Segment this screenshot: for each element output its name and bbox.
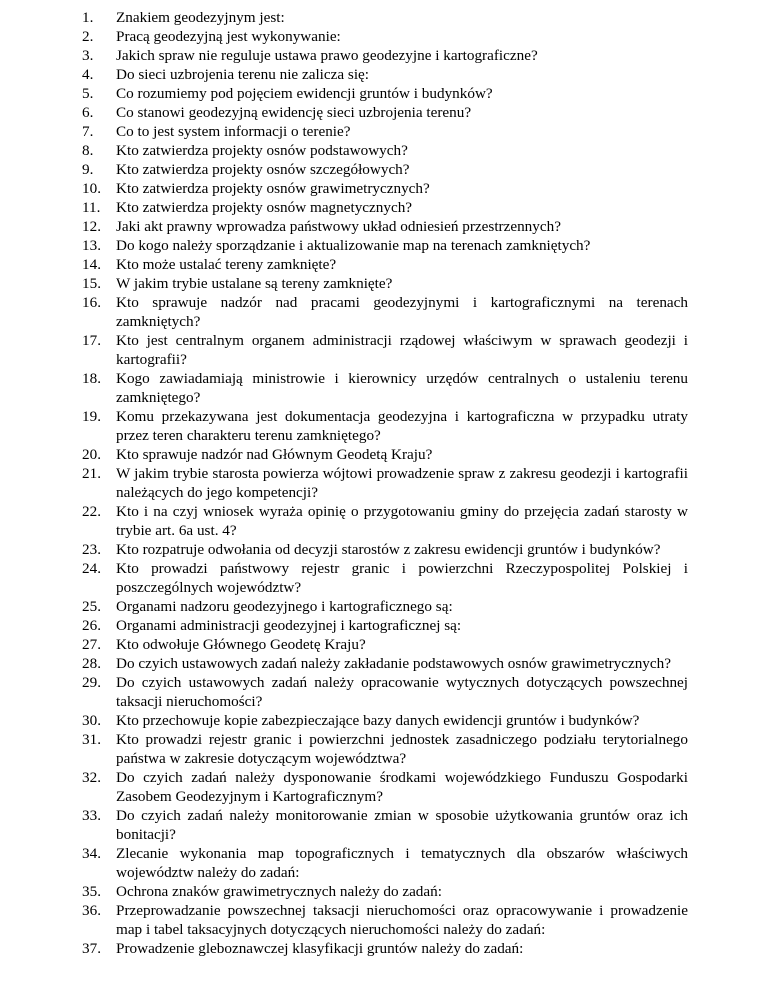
question-number: 22. (82, 503, 101, 520)
question-text: Pracą geodezyjną jest wykonywanie: (116, 28, 341, 45)
question-text: Co rozumiemy pod pojęciem ewidencji gruntów i budynków? (116, 85, 493, 102)
question-number: 15. (82, 275, 101, 292)
question-text: Kto odwołuje Głównego Geodetę Kraju? (116, 636, 366, 653)
question-item (82, 331, 688, 369)
question-text: W jakim trybie starosta powierza wójtowi prowadzenie spraw z zakresu geodezji i kartografii należących do jego kompetencji? (116, 465, 688, 501)
question-number: 4. (82, 66, 94, 83)
question-number: 25. (82, 598, 101, 615)
question-number: 20. (82, 446, 101, 463)
question-text: Kto jest centralnym organem administracji rządowej właściwym w sprawach geodezji i kartografii? (116, 332, 688, 368)
question-text: Kto przechowuje kopie zabezpieczające bazy danych ewidencji gruntów i budynków? (116, 712, 640, 729)
question-number: 32. (82, 769, 101, 786)
question-number: 27. (82, 636, 101, 653)
question-number: 26. (82, 617, 101, 634)
question-text: Kogo zawiadamiają ministrowie i kierownicy urzędów centralnych o ustaleniu terenu zamkniętego? (116, 370, 688, 406)
question-item (82, 597, 688, 616)
question-text: Do czyich ustawowych zadań należy zakładanie podstawowych osnów grawimetrycznych? (116, 655, 671, 672)
question-text: Kto może ustalać tereny zamknięte? (116, 256, 337, 273)
question-item (82, 217, 688, 236)
question-item (82, 768, 688, 806)
question-number: 10. (82, 180, 101, 197)
question-number: 14. (82, 256, 101, 273)
question-number: 34. (82, 845, 101, 862)
question-number: 3. (82, 47, 94, 64)
question-number: 6. (82, 104, 94, 121)
question-text: Kto prowadzi państwowy rejestr granic i powierzchni Rzeczypospolitej Polskiej i poszczególnych województw? (116, 560, 688, 596)
question-item (82, 559, 688, 597)
question-text: Do czyich zadań należy monitorowanie zmian w sposobie użytkowania gruntów oraz ich bonitacji? (116, 807, 688, 843)
question-number: 17. (82, 332, 101, 349)
question-item (82, 844, 688, 882)
question-item (82, 616, 688, 635)
question-text: Do sieci uzbrojenia terenu nie zalicza się: (116, 66, 370, 83)
question-item (82, 27, 688, 46)
question-number: 23. (82, 541, 101, 558)
question-number: 11. (82, 199, 101, 216)
question-number: 35. (82, 883, 101, 900)
question-item (82, 46, 688, 65)
question-item (82, 65, 688, 84)
question-item (82, 8, 688, 27)
question-item (82, 464, 688, 502)
question-text: Przeprowadzanie powszechnej taksacji nieruchomości oraz opracowywanie i prowadzenie map i tabel taksacyjnych dotyczących nieruchomości należy do zadań: (116, 902, 688, 938)
question-number: 29. (82, 674, 101, 691)
question-number: 21. (82, 465, 101, 482)
question-item (82, 806, 688, 844)
question-item (82, 673, 688, 711)
question-text: Kto rozpatruje odwołania od decyzji starostów z zakresu ewidencji gruntów i budynków? (116, 541, 661, 558)
question-number: 33. (82, 807, 101, 824)
question-item (82, 179, 688, 198)
question-text: Prowadzenie gleboznawczej klasyfikacji gruntów należy do zadań: (116, 940, 524, 957)
question-number: 28. (82, 655, 101, 672)
question-text: Jaki akt prawny wprowadza państwowy układ odniesień przestrzennych? (116, 218, 561, 235)
question-item (82, 635, 688, 654)
question-number: 24. (82, 560, 101, 577)
question-text: Zlecanie wykonania map topograficznych i tematycznych dla obszarów właściwych województw należy do zadań: (116, 845, 688, 881)
question-number: 30. (82, 712, 101, 729)
question-item (82, 84, 688, 103)
question-number: 18. (82, 370, 101, 387)
question-number: 5. (82, 85, 94, 102)
question-text: Organami administracji geodezyjnej i kartograficznej są: (116, 617, 462, 634)
question-item (82, 141, 688, 160)
question-text: Ochrona znaków grawimetrycznych należy do zadań: (116, 883, 442, 900)
question-number: 2. (82, 28, 94, 45)
question-item (82, 122, 688, 141)
question-text: Kto zatwierdza projekty osnów magnetycznych? (116, 199, 413, 216)
question-text: Kto zatwierdza projekty osnów szczegółowych? (116, 161, 410, 178)
question-item (82, 730, 688, 768)
question-number: 36. (82, 902, 101, 919)
question-number: 19. (82, 408, 101, 425)
question-item (82, 540, 688, 559)
question-number: 37. (82, 940, 101, 957)
question-text: Kto prowadzi rejestr granic i powierzchni jednostek zasadniczego podziału terytorialnego państwa w zakresie dotyczącym województwa? (116, 731, 688, 767)
question-item (82, 711, 688, 730)
question-item (82, 274, 688, 293)
question-number: 12. (82, 218, 101, 235)
question-item (82, 901, 688, 939)
question-item (82, 103, 688, 122)
question-text: Kto i na czyj wniosek wyraża opinię o przygotowaniu gminy do przejęcia zadań starosty w trybie art. 6a ust. 4? (116, 503, 688, 539)
question-item (82, 445, 688, 464)
question-text: W jakim trybie ustalane są tereny zamknięte? (116, 275, 393, 292)
question-list (82, 8, 688, 958)
question-number: 13. (82, 237, 101, 254)
question-text: Co to jest system informacji o terenie? (116, 123, 351, 140)
question-text: Komu przekazywana jest dokumentacja geodezyjna i kartograficzna w przypadku utraty przez teren charakteru terenu zamkniętego? (116, 408, 688, 444)
question-item (82, 198, 688, 217)
question-text: Do czyich ustawowych zadań należy opracowanie wytycznych dotyczących powszechnej taksacji nieruchomości? (116, 674, 688, 710)
question-item (82, 236, 688, 255)
question-text: Organami nadzoru geodezyjnego i kartograficznego są: (116, 598, 453, 615)
question-number: 8. (82, 142, 94, 159)
question-item (82, 369, 688, 407)
question-number: 31. (82, 731, 101, 748)
question-number: 16. (82, 294, 101, 311)
question-item (82, 160, 688, 179)
question-item (82, 407, 688, 445)
question-text: Kto sprawuje nadzór nad pracami geodezyjnymi i kartograficznymi na terenach zamkniętych? (116, 294, 688, 330)
question-item (82, 255, 688, 274)
question-text: Do kogo należy sporządzanie i aktualizowanie map na terenach zamkniętych? (116, 237, 591, 254)
question-item (82, 654, 688, 673)
question-item (82, 939, 688, 958)
question-item (82, 882, 688, 901)
question-text: Znakiem geodezyjnym jest: (116, 9, 285, 26)
question-text: Kto sprawuje nadzór nad Głównym Geodetą Kraju? (116, 446, 433, 463)
question-number: 9. (82, 161, 94, 178)
question-text: Kto zatwierdza projekty osnów grawimetrycznych? (116, 180, 430, 197)
question-item (82, 293, 688, 331)
question-item (82, 502, 688, 540)
question-text: Do czyich zadań należy dysponowanie środkami wojewódzkiego Funduszu Gospodarki Zasobem Geodezyjnym i Kartograficznym? (116, 769, 688, 805)
question-number: 1. (82, 9, 94, 26)
question-text: Jakich spraw nie reguluje ustawa prawo geodezyjne i kartograficzne? (116, 47, 538, 64)
question-number: 7. (82, 123, 94, 140)
question-text: Kto zatwierdza projekty osnów podstawowych? (116, 142, 408, 159)
question-text: Co stanowi geodezyjną ewidencję sieci uzbrojenia terenu? (116, 104, 472, 121)
